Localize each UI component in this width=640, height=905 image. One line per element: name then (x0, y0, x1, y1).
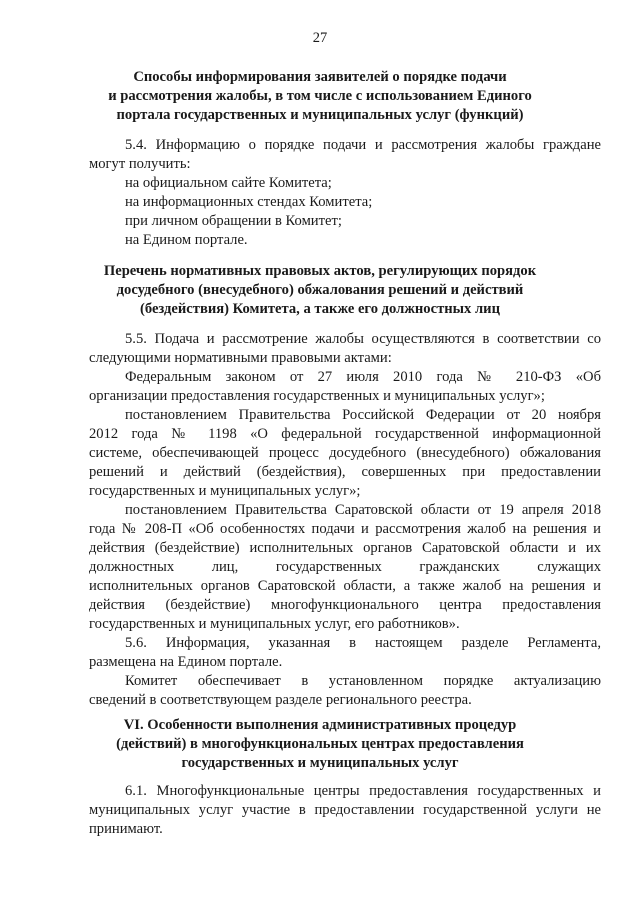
heading-line: (действий) в многофункциональных центрах предоставления (116, 736, 524, 752)
paragraph-5-5 (89, 330, 601, 710)
section-heading-mfc (60, 716, 580, 773)
paragraph-6-1 (89, 782, 601, 839)
heading-line: VI. Особенности выполнения административных процедур (123, 717, 517, 733)
paragraph-line: муниципальных услуг участие в предоставлении государственной услуги не (89, 802, 601, 818)
paragraph-line: сведений в соответствующем разделе регионального реестра. (89, 692, 472, 708)
paragraph-line: Комитет обеспечивает в установленном порядке актуализацию (125, 673, 601, 689)
paragraph-5-4 (89, 136, 601, 250)
law-line: действия (бездействие) многофункционального центра предоставления (89, 597, 601, 613)
law-line: решений и действий (бездействия), совершенных при предоставлении (89, 464, 601, 480)
list-item: на информационных стендах Комитета; (125, 194, 373, 210)
law-line: постановлением Правительства Саратовской области от 19 апреля 2018 (125, 502, 601, 518)
law-line: исполнительных органов Саратовской области, а также жалоб на решения и (89, 578, 601, 594)
paragraph-line: 6.1. Многофункциональные центры предоставления государственных и (125, 783, 601, 799)
section-heading-informing (60, 68, 580, 125)
law-line: организации предоставления государственных и муниципальных услуг»; (89, 388, 545, 404)
law-line: 2012 года № 1198 «О федеральной государственной информационной (89, 426, 601, 442)
law-line: системе, обеспечивающей процесс досудебного (внесудебного) обжалования (89, 445, 601, 461)
list-item: на Едином портале. (125, 232, 248, 248)
law-line: Федеральным законом от 27 июля 2010 года № 210-ФЗ «Об (125, 369, 601, 385)
heading-line: (бездействия) Комитета, а также его должностных лиц (139, 301, 501, 317)
heading-line: портала государственных и муниципальных услуг (функций) (116, 107, 524, 123)
paragraph-line: могут получить: (89, 156, 191, 172)
page-number: 27 (312, 30, 328, 46)
section-heading-legal-acts (60, 262, 580, 319)
law-line: постановлением Правительства Российской Федерации от 20 ноября (125, 407, 601, 423)
law-line: государственных и муниципальных услуг»; (89, 483, 361, 499)
heading-line: Перечень нормативных правовых актов, регулирующих порядок (103, 263, 537, 279)
paragraph-line: принимают. (89, 821, 163, 837)
paragraph-line: размещена на Едином портале. (89, 654, 283, 670)
contact-list (89, 174, 601, 250)
paragraph-line: 5.4. Информацию о порядке подачи и рассмотрения жалобы граждане (125, 137, 601, 153)
law-line: должностных лиц, государственных гражданских служащих (89, 559, 601, 575)
law-line: государственных и муниципальных услуг, его работников». (89, 616, 460, 632)
list-item: при личном обращении в Комитет; (125, 213, 342, 229)
law-line: года № 208-П «Об особенностях подачи и рассмотрения жалоб на решения и (89, 521, 601, 537)
heading-line: досудебного (внесудебного) обжалования решений и действий (116, 282, 524, 298)
list-item: на официальном сайте Комитета; (125, 175, 332, 191)
heading-line: Способы информирования заявителей о порядке подачи (133, 69, 507, 85)
paragraph-line: 5.5. Подача и рассмотрение жалобы осуществляются в соответствии со (125, 331, 601, 347)
heading-line: государственных и муниципальных услуг (181, 755, 459, 771)
heading-line: и рассмотрения жалобы, в том числе с использованием Единого (108, 88, 532, 104)
paragraph-line: 5.6. Информация, указанная в настоящем разделе Регламента, (125, 635, 601, 651)
paragraph-line: следующими нормативными правовыми актами: (89, 350, 392, 366)
law-line: действия (бездействие) исполнительных органов Саратовской области и их (89, 540, 601, 556)
